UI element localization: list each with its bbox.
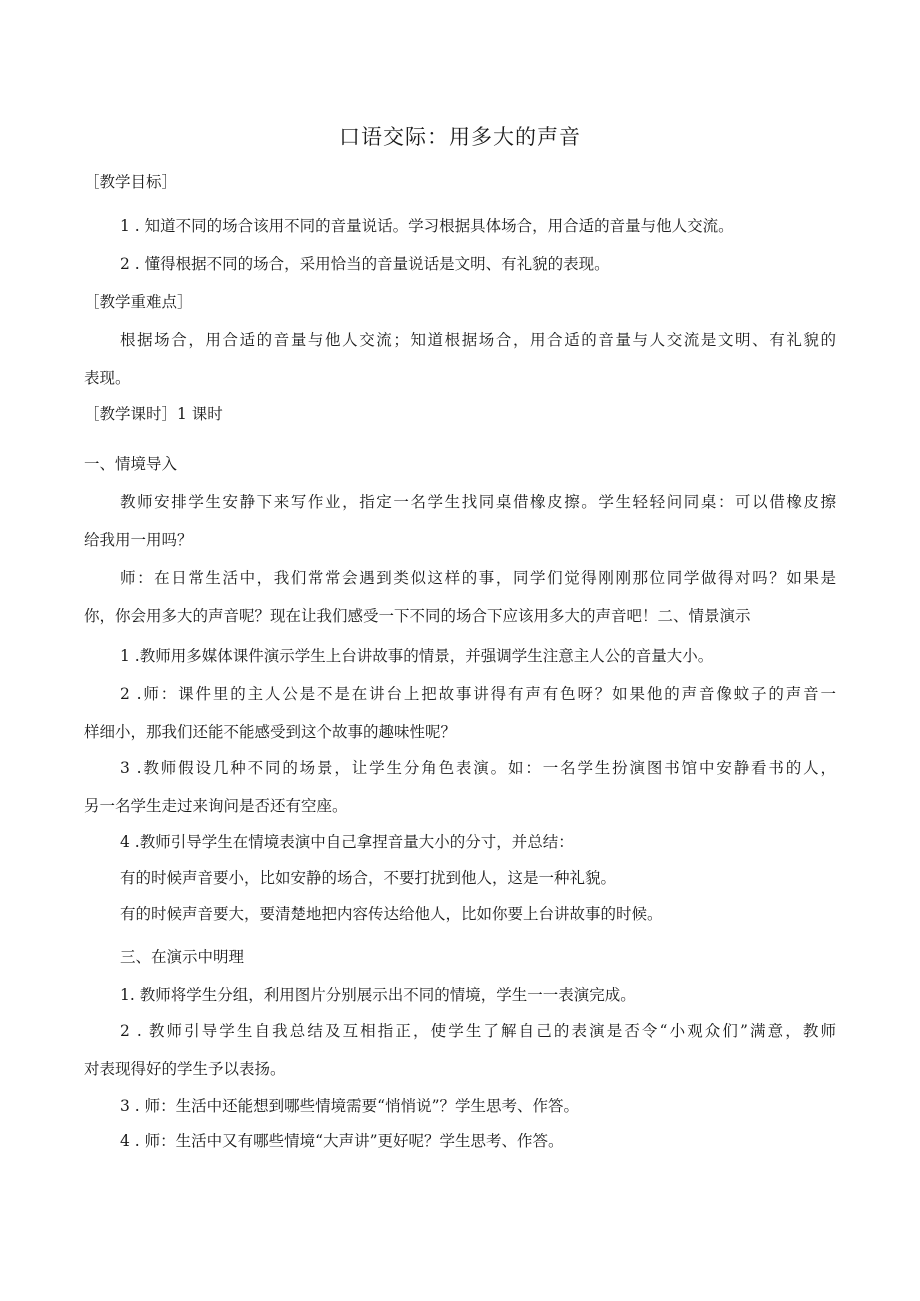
demo-item-1: 1 .教师用多媒体课件演示学生上台讲故事的情景，并强调学生注意主人公的音量大小。 [120, 647, 714, 665]
intro-paragraph-1 [84, 492, 836, 550]
intro-paragraph-1-line-2: 给我用一用吗？ [84, 531, 193, 549]
goal-item-2: 2 . 懂得根据不同的场合，采用恰当的音量说话是文明、有礼貌的表现。 [120, 255, 610, 273]
goal-item-1: 1 . 知道不同的场合该用不同的音量说话。学习根据具体场合，用合适的音量与他人交流。 [120, 217, 734, 235]
understanding-item-2-line-2: 对表现得好的学生予以表扬。 [84, 1060, 286, 1078]
demo-item-3-line-1: 3 .教师假设几种不同的场景，让学生分角色表演。如：一名学生扮演图书馆中安静看书的人， [120, 759, 836, 777]
key-points-paragraph [84, 330, 836, 388]
demo-item-2 [84, 684, 836, 742]
intro-paragraph-1-line-1: 教师安排学生安静下来写作业，指定一名学生找同桌借橡皮擦。学生轻轻问同桌：可以借橡皮擦 [120, 493, 836, 511]
demo-item-3 [84, 758, 836, 816]
key-points-line-1: 根据场合，用合适的音量与他人交流；知道根据场合，用合适的音量与人交流是文明、有礼貌的 [120, 331, 836, 349]
key-points-line-2: 表现。 [84, 369, 131, 387]
demo-item-2-line-2: 样细小，那我们还能不能感受到这个故事的趣味性呢？ [84, 723, 457, 741]
section-heading-teaching-goals: ［教学目标］ [84, 173, 178, 191]
intro-paragraph-2 [84, 568, 836, 626]
understanding-item-4: 4 . 师：生活中又有哪些情境“大声讲”更好呢？学生思考、作答。 [120, 1132, 564, 1150]
demo-item-2-line-1: 2 .师：课件里的主人公是不是在讲台上把故事讲得有声有色呀？如果他的声音像蚊子的声音一 [120, 685, 836, 703]
intro-paragraph-2-line-2: 你，你会用多大的声音呢？现在让我们感受一下不同的场合下应该用多大的声音吧！二、情景演示 [84, 607, 751, 625]
section-heading-key-points: ［教学重难点］ [84, 293, 193, 311]
part-heading-intro: 一、情境导入 [84, 455, 178, 473]
demo-item-4: 4 .教师引导学生在情境表演中自己拿捏音量大小的分寸，并总结： [120, 833, 574, 851]
understanding-item-2 [84, 1021, 836, 1079]
demo-item-3-line-2: 另一名学生走过来询问是否还有空座。 [84, 797, 348, 815]
demo-item-4-summary-b: 有的时候声音要大，要清楚地把内容传达给他人，比如你要上台讲故事的时候。 [120, 905, 663, 923]
understanding-item-1: 1. 教师将学生分组，利用图片分别展示出不同的情境，学生一一表演完成。 [120, 986, 636, 1004]
understanding-item-3: 3 . 师：生活中还能想到哪些情境需要“悄悄说”？学生思考、作答。 [120, 1097, 579, 1115]
section-heading-class-hours: ［教学课时］1 课时 [84, 405, 223, 423]
demo-item-4-summary-a: 有的时候声音要小，比如安静的场合，不要打扰到他人，这是一种礼貌。 [120, 869, 617, 887]
document-title: 口语交际：用多大的声音 [339, 125, 581, 149]
part-heading-demo-understanding: 三、在演示中明理 [120, 948, 245, 966]
understanding-item-2-line-1: 2 . 教师引导学生自我总结及互相指正，使学生了解自己的表演是否令“小观众们”满意，教师 [120, 1022, 836, 1040]
intro-paragraph-2-line-1: 师：在日常生活中，我们常常会遇到类似这样的事，同学们觉得刚刚那位同学做得对吗？如果是 [120, 569, 836, 587]
